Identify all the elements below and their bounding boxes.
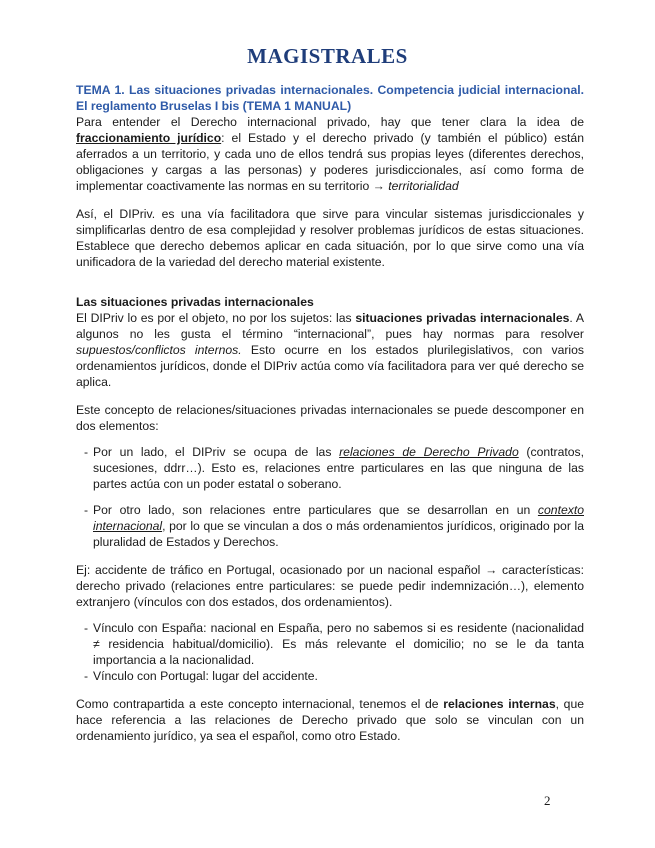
example-paragraph: Ej: accidente de tráfico en Portugal, ocasionado por un nacional español → características: derecho privado (relaciones entre particulares: se puede pedir indemnización…), elemento extranjero (vínculos con dos estados, dos ordenamientos).	[76, 563, 584, 609]
list-item: - Vínculo con España: nacional en España, pero no sabemos si es residente (nacionalidad ≠ residencia habitual/domicilio). Es más relevante el domicilio; no se le da tanta importancia a la nacionalidad.	[84, 620, 584, 668]
topic-heading: TEMA 1. Las situaciones privadas internacionales. Competencia judicial internacional. El reglamento Bruselas I bis (TEMA 1 MANUAL)	[76, 83, 584, 113]
text-run: Esto ocurre en los estados plurilegislativos, con varios ordenamientos jurídicos, donde el DIPriv actúa como vía facilitadora para ver qué derecho se aplica.	[76, 343, 584, 389]
key-term-fraccionamiento: fraccionamiento jurídico	[76, 131, 222, 145]
text-run: Para entender el Derecho internacional privado, hay que tener clara la idea de	[76, 115, 584, 129]
list-item	[84, 444, 584, 492]
text-run: Como contrapartida a este concepto internacional, tenemos el de	[76, 697, 444, 711]
text-run: El DIPriv lo es por el objeto, no por los sujetos: las	[76, 311, 356, 325]
key-term-supuestos: supuestos/conflictos internos.	[76, 343, 242, 357]
text-run: , por lo que se vinculan a dos o más ordenamientos jurídicos, originado por la pluralidad de Estados y Derechos.	[93, 519, 584, 549]
text-run: : el Estado y el derecho privado (y también el público) están aferrados a un territorio, y cada uno de ellos tendrá sus propias leyes (diferentes derechos, obligaciones y cargas a las personas) y poderes jurisdiccionales, así como forma de implementar coactivamente las normas en su territorio →	[76, 131, 584, 193]
key-term-situaciones: situaciones privadas internacionales	[355, 311, 570, 325]
text-run: , que hace referencia a las relaciones de Derecho privado que solo se vinculan con un ordenamiento jurídico, ya sea el español, como otro Estado.	[76, 697, 584, 743]
intro-paragraph	[76, 114, 584, 194]
document-title: MAGISTRALES	[247, 44, 408, 68]
dipriv-paragraph: Así, el DIPriv. es una vía facilitadora que sirve para vincular sistemas jurisdiccionales y simplificarlas dentro de esa complejidad y resolver problemas jurídicos de estas situaciones. Establece que derecho debemos aplicar en cada situación, por lo que sirve como una vía unificadora de la variedad del derecho material existente.	[76, 207, 584, 269]
key-term-territorialidad: territorialidad	[388, 179, 459, 193]
links-list	[76, 620, 584, 684]
text-run: (contratos, sucesiones, ddrr…). Esto es, relaciones entre particulares en las que ninguna de las partes actúa con un poder estatal o soberano.	[93, 445, 584, 491]
concept-paragraph: Este concepto de relaciones/situaciones privadas internacionales se puede descomponer en dos elementos:	[76, 403, 584, 433]
section-heading: Las situaciones privadas internacionales	[76, 295, 314, 309]
key-term-relaciones-internas: relaciones internas	[443, 697, 556, 711]
text-run: . A algunos no les gusta el término “internacional”, pues hay normas para resolver	[76, 311, 585, 341]
key-term-contexto-internacional: contexto internacional	[93, 503, 584, 533]
key-term-derecho-privado: relaciones de Derecho Privado	[339, 445, 519, 459]
document-body	[76, 82, 584, 744]
page-number: 2	[544, 793, 551, 808]
list-item	[84, 502, 584, 550]
object-paragraph	[76, 310, 584, 390]
text-run: Por otro lado, son relaciones entre particulares que se desarrollan en un	[93, 503, 538, 517]
elements-list	[76, 444, 584, 550]
text-run: Por un lado, el DIPriv se ocupa de las	[93, 445, 340, 459]
list-item: - Vínculo con Portugal: lugar del accidente.	[84, 668, 584, 684]
internal-relations-paragraph	[76, 696, 584, 744]
